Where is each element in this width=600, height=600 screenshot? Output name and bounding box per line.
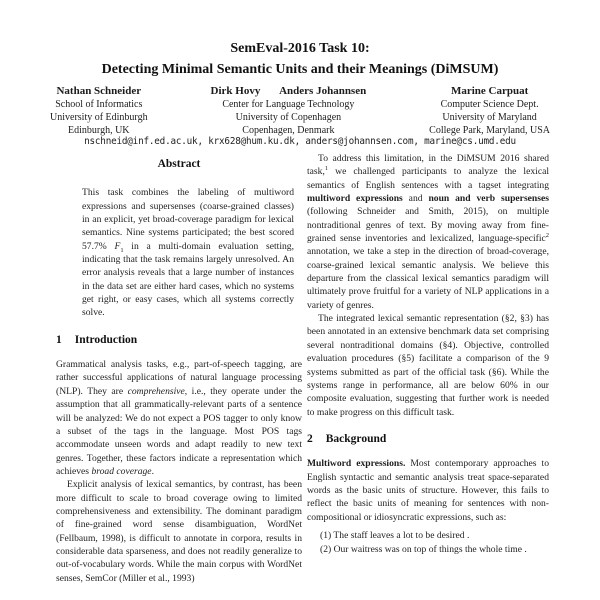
author-affiliation-line: Edinburgh, UK xyxy=(68,125,130,136)
author-block xyxy=(50,84,550,137)
abstract-heading: Abstract xyxy=(157,158,201,170)
author-affiliation-line: Computer Science Dept. xyxy=(440,99,539,110)
author-affiliation-line: University of Copenhagen xyxy=(235,112,342,123)
author-name xyxy=(429,84,550,98)
author-name-text: Nathan Schneider xyxy=(56,85,142,97)
author-affiliation-line: University of Maryland xyxy=(442,112,537,123)
author-col-2 xyxy=(211,84,367,137)
section-number: 2 xyxy=(307,432,313,445)
intro-paragraph-1: Grammatical analysis tasks, e.g., part-of-speech tagging, are rather successful applications of natural language processing (NLP). They are comprehensive, i.e., they operate under the assumption that all grammatically-relevant parts of a sentence will be analyzed: We do not expect a POS tagger to only know a subset of the tags in the language. Most POS tags accommodate unseen words and adapt readily to new text genres. Together, these factors indicate a representation which achieves broad coverage. xyxy=(56,359,302,477)
left-column xyxy=(56,156,302,600)
section-heading-background xyxy=(307,433,549,446)
author-name-text: Marine Carpuat xyxy=(450,85,529,97)
intro-paragraph-2: Explicit analysis of lexical semantics, by contrast, has been more difficult to scale to broad coverage owing to limited comprehensiveness and extensibility. The dominant paradigm of fine-grained word sense disambiguation, WordNet (Fellbaum, 1998), is difficult to annotate in corpora, results in considerable data sparseness, and does not readily generalize to out-of-vocabulary words. While the main corpus with WordNet senses, SemCor (Miller et al., 1993) xyxy=(56,479,302,584)
right-paragraph-2: The integrated lexical semantic representation (§2, §3) has been annotated in an extensive benchmark data set comprising several nontraditional domains (§4). Objective, controlled evaluation procedures (§5) facilitate a comparison of the 9 systems submitted as part of the official task (§6). While the systems range in performance, all are below 60% in our composite evaluation, suggesting that further work is needed to make progress on this difficult task. xyxy=(307,313,549,418)
author-col-3 xyxy=(429,84,550,137)
author-col-1 xyxy=(50,84,148,137)
background-paragraph: Multiword expressions. Most contemporary approaches to English syntactic and semantic analysis treat space-separated words as the basic units of structure. However, this fails to reflect the basic units of meaning for sentences with non-compositional or idiosyncratic expressions, such as: xyxy=(307,458,549,523)
paper-title-line2: Detecting Minimal Semantic Units and their Meanings (DiMSUM) xyxy=(101,62,499,77)
author-name xyxy=(211,84,367,98)
author-name-text: Dirk Hovy xyxy=(210,85,261,97)
author-emails: nschneid@inf.ed.ac.uk, krx628@hum.ku.dk, anders@johannsen.com, marine@cs.umd.edu xyxy=(84,136,516,147)
author-affiliation-line: Copenhagen, Denmark xyxy=(242,125,335,136)
right-column xyxy=(307,152,549,600)
example-sentence-2-clipped: (2) Our waitress was on top of things the whole time . xyxy=(320,544,527,556)
author-affiliation-line: College Park, Maryland, USA xyxy=(429,125,550,136)
author-affiliation-line: Center for Language Technology xyxy=(222,99,355,110)
section-title: Background xyxy=(325,432,387,445)
author-affiliation-line: School of Informatics xyxy=(55,99,143,110)
author-name xyxy=(50,84,148,98)
paper-title xyxy=(0,38,600,80)
paper-title-line1: SemEval-2016 Task 10: xyxy=(230,41,370,56)
right-paragraph-1: To address this limitation, in the DiMSUM 2016 shared task,$^1$ we challenged participants to analyze the lexical semantics of English sentences with a tagset integrating multiword expressions and noun and verb supersenses (following Schneider and Smith, 2015), on multiple nontraditional genres of text. By moving away from fine-grained sense inventories and lexicalized, language-specific$^2$ annotation, we take a step in the direction of broad-coverage, coarse-grained lexical semantic analysis. We believe this departure from the classical lexical semantics paradigm will ultimately prove fruitful for a variety of NLP applications in a variety of genres. xyxy=(307,153,549,311)
section-heading-introduction xyxy=(56,334,302,347)
section-number: 1 xyxy=(56,333,62,346)
example-sentence-1: (1) The staff leaves a lot to be desired . xyxy=(320,529,470,541)
author-affiliation-line: University of Edinburgh xyxy=(50,112,148,123)
author-name-text: Anders Johannsen xyxy=(279,85,367,97)
section-title: Introduction xyxy=(74,333,138,346)
abstract-text: This task combines the labeling of multiword expressions and supersenses (coarse-grained classes) in an explicit, yet broad-coverage paradigm for lexical semantics. Nine systems participated; the best scored 57.7% $F_1$ in a multi-domain evaluation setting, indicating that the task remains largely unresolved. An error analysis reveals that a large number of instances in the data set are either hard cases, which no systems get right, or easy cases, which all systems correctly solve. xyxy=(82,187,294,319)
